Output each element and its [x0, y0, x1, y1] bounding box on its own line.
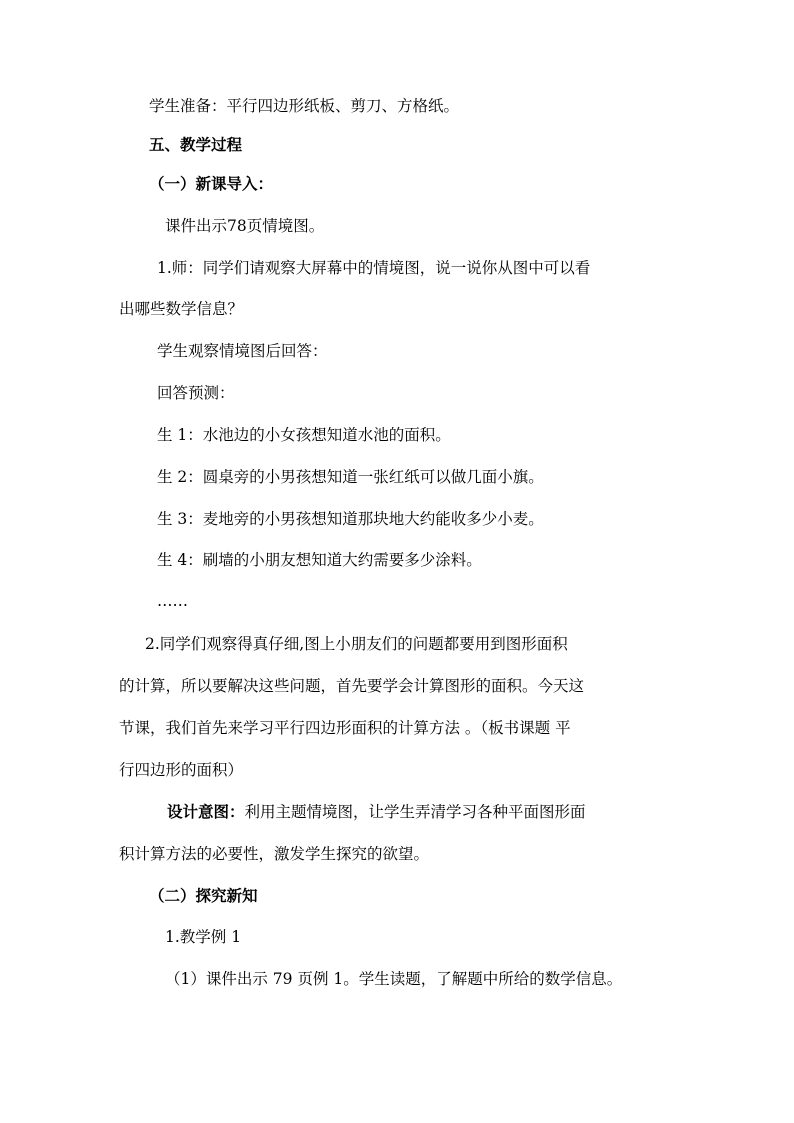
- subsection-heading-explore: （二）探究新知: [149, 887, 258, 905]
- answer-line-2: 生 2：圆桌旁的小男孩想知道一张红纸可以做几面小旗。: [157, 468, 544, 486]
- subsection-heading-intro: （一）新课导入：: [149, 175, 274, 193]
- student-prep-line: 学生准备：平行四边形纸板、剪刀、方格纸。: [149, 97, 460, 115]
- section-heading-teaching-process: 五、教学过程: [149, 136, 243, 154]
- question2-line4: 行四边形的面积）: [119, 761, 244, 779]
- question2-line3: 节课，我们首先来学习平行四边形面积的计算方法 。（板书课题 平: [119, 719, 571, 737]
- question1-line2: 出哪些数学信息？: [119, 300, 244, 318]
- question2-line2: 的计算，所以要解决这些问题，首先要学会计算图形的面积。今天这: [119, 677, 585, 695]
- answer-line-1: 生 1：水池边的小女孩想知道水池的面积。: [157, 426, 451, 444]
- answer-line-3: 生 3：麦地旁的小男孩想知道那块地大约能收多少小麦。: [157, 510, 544, 528]
- question1-line1: 1.师：同学们请观察大屏幕中的情境图，说一说你从图中可以看: [157, 259, 591, 277]
- prediction-label: 回答预测：: [157, 384, 235, 402]
- students-observe-line: 学生观察情境图后回答：: [157, 342, 328, 360]
- design-intent-line2: 积计算方法的必要性，激发学生探究的欲望。: [119, 845, 430, 863]
- answer-line-4: 生 4：刷墙的小朋友想知道大约需要多少涂料。: [157, 551, 482, 569]
- question2-line1: 2.同学们观察得真仔细,图上小朋友们的问题都要用到图形面积: [145, 635, 568, 653]
- design-intent-label: 设计意图：: [167, 803, 245, 821]
- design-intent-line1: [167, 802, 586, 822]
- intro-paragraph: 课件出示78页情境图。: [165, 217, 325, 235]
- example1-heading: 1.教学例 1: [165, 928, 242, 946]
- example1-subline: （1）课件出示 79 页例 1。学生读题，了解题中所给的数学信息。: [165, 970, 623, 988]
- design-intent-text: 利用主题情境图，让学生弄清学习各种平面图形面: [244, 803, 586, 821]
- ellipsis-line: ……: [157, 592, 188, 610]
